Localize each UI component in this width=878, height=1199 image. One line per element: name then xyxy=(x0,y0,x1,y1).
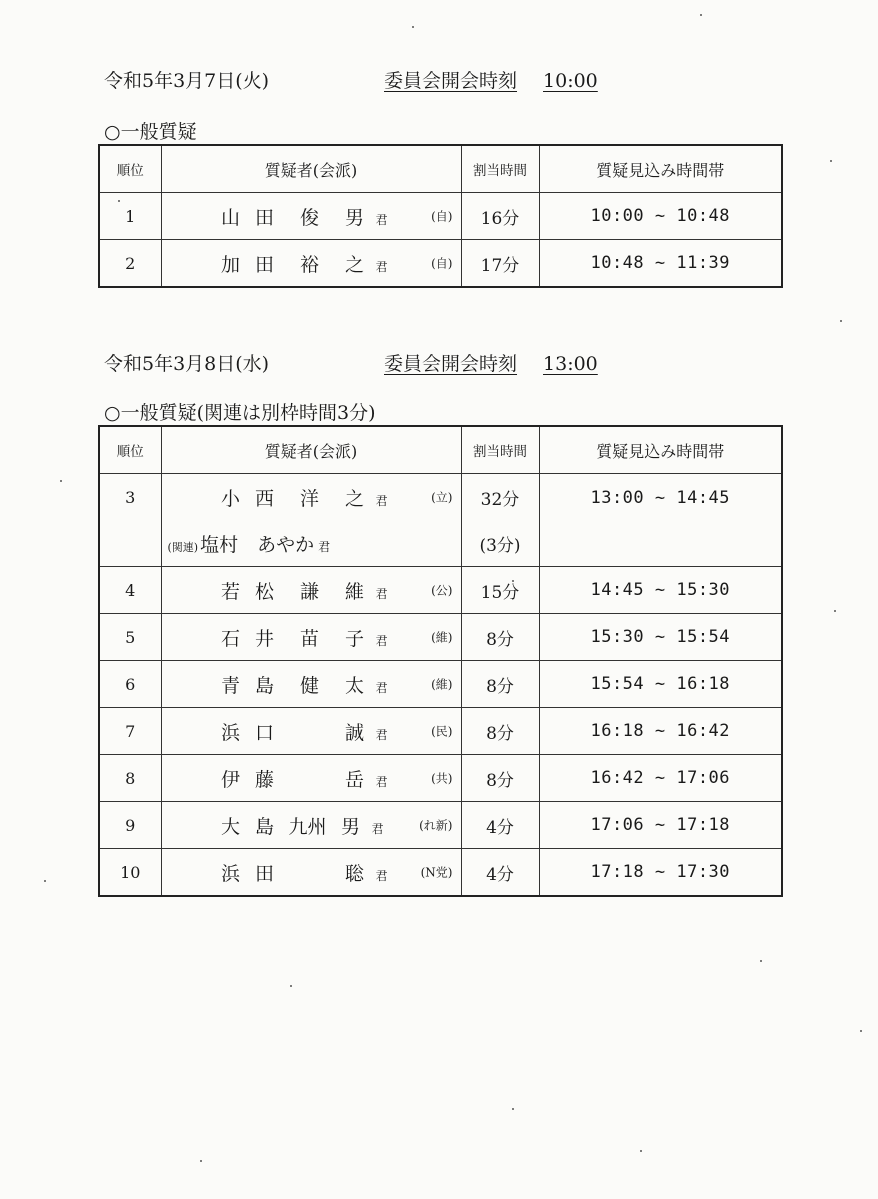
name-char: 太 xyxy=(344,674,364,697)
name-char: 岳 xyxy=(344,768,364,791)
scan-speck xyxy=(640,1150,642,1152)
time-slot: 10:00 ~ 10:48 xyxy=(539,193,782,240)
name-char: 藤 xyxy=(254,768,274,791)
name-char: 石 xyxy=(220,627,240,650)
day2-header xyxy=(104,349,724,379)
questioner-cell: 大 島 九州 男 君 (れ新) xyxy=(161,802,461,849)
alloc-time: 8分 xyxy=(461,614,539,661)
questioner-cell: 青 島 健 太 君 (維) xyxy=(161,661,461,708)
scan-speck xyxy=(834,610,836,612)
alloc-time: 4分 xyxy=(461,802,539,849)
time-slot: 17:06 ~ 17:18 xyxy=(539,802,782,849)
name-char: 若 xyxy=(220,580,240,603)
table-row xyxy=(99,614,782,661)
table-row xyxy=(99,849,782,897)
related-alloc-time: (3分) xyxy=(461,520,539,567)
name-char: 健 xyxy=(299,674,319,697)
questioner-name xyxy=(214,765,372,792)
questioner-name xyxy=(214,577,372,604)
questioner-cell: 浜 田 聡 君 (N党) xyxy=(161,849,461,897)
alloc-time: 8分 xyxy=(461,755,539,802)
name-char: 九州 xyxy=(288,815,327,838)
alloc-time: 17分 xyxy=(461,240,539,288)
name-char: 維 xyxy=(344,580,364,603)
row-rank: 10 xyxy=(99,849,161,897)
scan-speck xyxy=(412,26,414,28)
party-label: (立) xyxy=(431,490,453,505)
name-char: 謙 xyxy=(299,580,319,603)
name-char: 誠 xyxy=(344,721,364,744)
col-header-rank: 順位 xyxy=(99,145,161,193)
day2-section-title: ○一般質疑(関連は別枠時間3分) xyxy=(104,402,376,424)
day1-schedule-table xyxy=(98,144,783,288)
name-char: 小 xyxy=(220,487,240,510)
party-label: (維) xyxy=(431,677,453,692)
time-slot: 10:48 ~ 11:39 xyxy=(539,240,782,288)
questioner-name xyxy=(214,718,372,745)
time-slot: 16:18 ~ 16:42 xyxy=(539,708,782,755)
name-char: 西 xyxy=(254,487,274,510)
name-char: 浜 xyxy=(220,721,240,744)
questioner-name xyxy=(214,671,372,698)
day1-header xyxy=(104,66,724,96)
col-header-alloc: 割当時間 xyxy=(461,145,539,193)
scan-speck xyxy=(290,985,292,987)
alloc-time: 15分 xyxy=(461,567,539,614)
name-char: 裕 xyxy=(299,253,319,276)
table-row xyxy=(99,193,782,240)
table-row xyxy=(99,708,782,755)
col-header-slot: 質疑見込み時間帯 xyxy=(539,426,782,474)
row-rank: 2 xyxy=(99,240,161,288)
questioner-cell: 伊 藤 岳 君 (共) xyxy=(161,755,461,802)
questioner-name xyxy=(214,250,372,277)
name-char: 子 xyxy=(344,627,364,650)
party-label: (れ新) xyxy=(419,818,453,833)
name-char: 加 xyxy=(220,253,240,276)
table-row xyxy=(99,802,782,849)
related-questioner-cell: (関連) 塩村 あやか 君 xyxy=(161,520,461,567)
questioner-cell: 若 松 謙 維 君 (公) xyxy=(161,567,461,614)
table-row xyxy=(99,661,782,708)
questioner-cell: 小 西 洋 之 君 (立) xyxy=(161,474,461,521)
scan-speck xyxy=(700,14,702,16)
party-label: (公) xyxy=(431,583,453,598)
name-char: 男 xyxy=(344,206,364,229)
row-rank: 1 xyxy=(99,193,161,240)
questioner-name xyxy=(214,203,372,230)
party-label: (自) xyxy=(431,209,453,224)
time-slot: 14:45 ~ 15:30 xyxy=(539,567,782,614)
time-slot: 17:18 ~ 17:30 xyxy=(539,849,782,897)
name-char: 俊 xyxy=(299,206,319,229)
alloc-time: 8分 xyxy=(461,708,539,755)
questioner-cell: 山 田 俊 男 君 (自) xyxy=(161,193,461,240)
name-char: 井 xyxy=(254,627,274,650)
scan-speck xyxy=(840,320,842,322)
time-slot: 16:42 ~ 17:06 xyxy=(539,755,782,802)
day1-open-time: 委員会開会時刻 10:00 xyxy=(384,70,598,92)
name-char: 之 xyxy=(344,253,364,276)
day2-schedule-table xyxy=(98,425,783,897)
col-header-questioner: 質疑者(会派) xyxy=(161,145,461,193)
row-rank: 5 xyxy=(99,614,161,661)
name-char: 浜 xyxy=(220,862,240,885)
name-char: 松 xyxy=(254,580,274,603)
alloc-time: 4分 xyxy=(461,849,539,897)
name-char: 洋 xyxy=(299,487,319,510)
time-slot: 15:54 ~ 16:18 xyxy=(539,661,782,708)
name-char: 之 xyxy=(344,487,364,510)
name-char: 口 xyxy=(254,721,274,744)
party-label: (N党) xyxy=(420,865,453,880)
col-header-slot: 質疑見込み時間帯 xyxy=(539,145,782,193)
alloc-time: 32分 xyxy=(461,474,539,521)
scan-speck xyxy=(44,880,46,882)
name-char: 田 xyxy=(254,862,274,885)
name-char: 苗 xyxy=(299,627,319,650)
day1-section-title: ○一般質疑 xyxy=(104,121,197,143)
name-char: 島 xyxy=(254,815,274,838)
table-header-row xyxy=(99,426,782,474)
related-name: 塩村 あやか xyxy=(200,533,315,556)
questioner-name xyxy=(214,624,372,651)
name-char: 伊 xyxy=(220,768,240,791)
name-char: 山 xyxy=(220,206,240,229)
table-row xyxy=(99,755,782,802)
name-char: 田 xyxy=(254,206,274,229)
questioner-cell: 石 井 苗 子 君 (維) xyxy=(161,614,461,661)
table-row xyxy=(99,567,782,614)
scan-speck xyxy=(200,1160,202,1162)
table-row xyxy=(99,240,782,288)
party-label: (民) xyxy=(431,724,453,739)
time-slot: 13:00 ~ 14:45 xyxy=(539,474,782,567)
scan-speck xyxy=(830,160,832,162)
col-header-questioner: 質疑者(会派) xyxy=(161,426,461,474)
scan-speck xyxy=(512,1108,514,1110)
questioner-cell: 浜 口 誠 君 (民) xyxy=(161,708,461,755)
table-row xyxy=(99,474,782,521)
name-char: 田 xyxy=(254,253,274,276)
row-rank: 7 xyxy=(99,708,161,755)
col-header-alloc: 割当時間 xyxy=(461,426,539,474)
related-tag: (関連) xyxy=(167,540,199,554)
scan-speck xyxy=(60,480,62,482)
name-char: 男 xyxy=(340,815,360,838)
row-rank: 8 xyxy=(99,755,161,802)
row-rank: 6 xyxy=(99,661,161,708)
questioner-cell: 加 田 裕 之 君 (自) xyxy=(161,240,461,288)
scan-speck xyxy=(860,1030,862,1032)
name-char: 聡 xyxy=(344,862,364,885)
day2-open-time: 委員会開会時刻 13:00 xyxy=(384,353,598,375)
party-label: (共) xyxy=(431,771,453,786)
scan-speck xyxy=(760,960,762,962)
time-slot: 15:30 ~ 15:54 xyxy=(539,614,782,661)
col-header-rank: 順位 xyxy=(99,426,161,474)
name-char: 青 xyxy=(220,674,240,697)
scan-speck xyxy=(118,200,120,202)
party-label: (自) xyxy=(431,256,453,271)
alloc-time: 16分 xyxy=(461,193,539,240)
party-label: (維) xyxy=(431,630,453,645)
alloc-time: 8分 xyxy=(461,661,539,708)
table-header-row xyxy=(99,145,782,193)
name-char: 大 xyxy=(220,815,240,838)
row-rank: 4 xyxy=(99,567,161,614)
questioner-name xyxy=(214,859,372,886)
questioner-name xyxy=(214,812,368,839)
row-rank: 9 xyxy=(99,802,161,849)
day2-date: 令和5年3月8日(水) xyxy=(104,353,270,375)
questioner-name xyxy=(214,484,372,511)
day1-date: 令和5年3月7日(火) xyxy=(104,70,270,92)
row-rank: 3 xyxy=(99,474,161,567)
name-char: 島 xyxy=(254,674,274,697)
scan-speck xyxy=(512,580,514,582)
